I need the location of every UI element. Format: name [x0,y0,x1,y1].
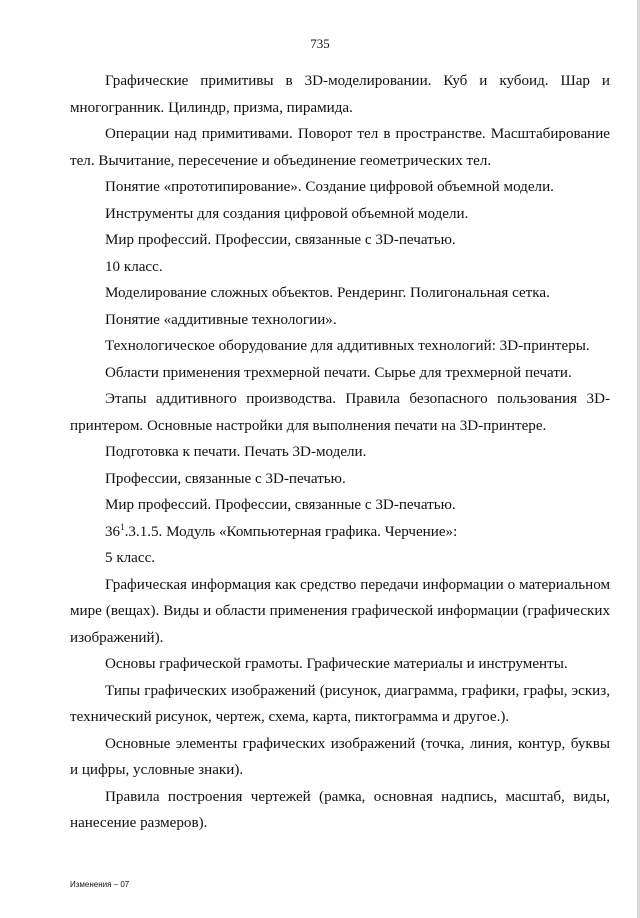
module-heading-prefix: 36 [105,523,121,540]
paragraph: Моделирование сложных объектов. Рендеринг. Полигональная сетка. [105,285,550,301]
paragraph: Профессии, связанные с 3D-печатью. [105,470,346,487]
paragraph: Мир профессий. Профессии, связанные с 3D-печатью. [105,497,456,513]
paragraph: Инструменты для создания цифровой объемной модели. [105,205,469,222]
paragraph: Этапы аддитивного производства. Правила безопасного пользования 3D-принтером. Основные настройки для выполнения печати на 3D-принтере. [70,391,610,434]
paragraph: Понятие «прототипирование». Создание цифровой объемной модели. [105,179,554,195]
paragraph: 10 класс. [105,258,163,275]
paragraph: Правила построения чертежей (рамка, основная надпись, масштаб, виды, нанесение размеров). [70,788,610,831]
paragraph: Типы графических изображений (рисунок, диаграмма, графики, графы, эскиз, технический рисунок, чертеж, схема, карта, пиктограмма и другое.). [70,682,610,725]
module-heading [70,519,610,546]
paragraph: Понятие «аддитивные технологии». [105,311,337,328]
paragraph: Области применения трехмерной печати. Сырье для трехмерной печати. [105,364,572,381]
page-number: 735 [310,36,330,51]
document-body [70,68,610,837]
paragraph: Подготовка к печати. Печать 3D-модели. [105,444,367,460]
module-heading-text: .3.1.5. Модуль «Компьютерная графика. Черчение»: [124,523,458,540]
paragraph: Основные элементы графических изображений (точка, линия, контур, буквы и цифры, условные знаки). [70,735,610,778]
paragraph: Операции над примитивами. Поворот тел в пространстве. Масштабирование тел. Вычитание, пересечение и объединение геометрических тел. [70,126,610,169]
paragraph: Графическая информация как средство передачи информации о материальном мире (вещах). Виды и области применения графической информации (графических изображений). [70,576,610,646]
paragraph: Мир профессий. Профессии, связанные с 3D-печатью. [105,232,456,248]
revision-footer: Изменения – 07 [70,880,130,889]
paragraph: Технологическое оборудование для аддитивных технологий: 3D-принтеры. [105,338,590,354]
paragraph: 5 класс. [105,550,156,566]
paragraph: Графические примитивы в 3D-моделировании. Куб и кубоид. Шар и многогранник. Цилиндр, призма, пирамида. [70,73,610,116]
module-heading-superscript: 1 [120,521,125,532]
paragraph: Основы графической грамоты. Графические материалы и инструменты. [105,656,568,672]
